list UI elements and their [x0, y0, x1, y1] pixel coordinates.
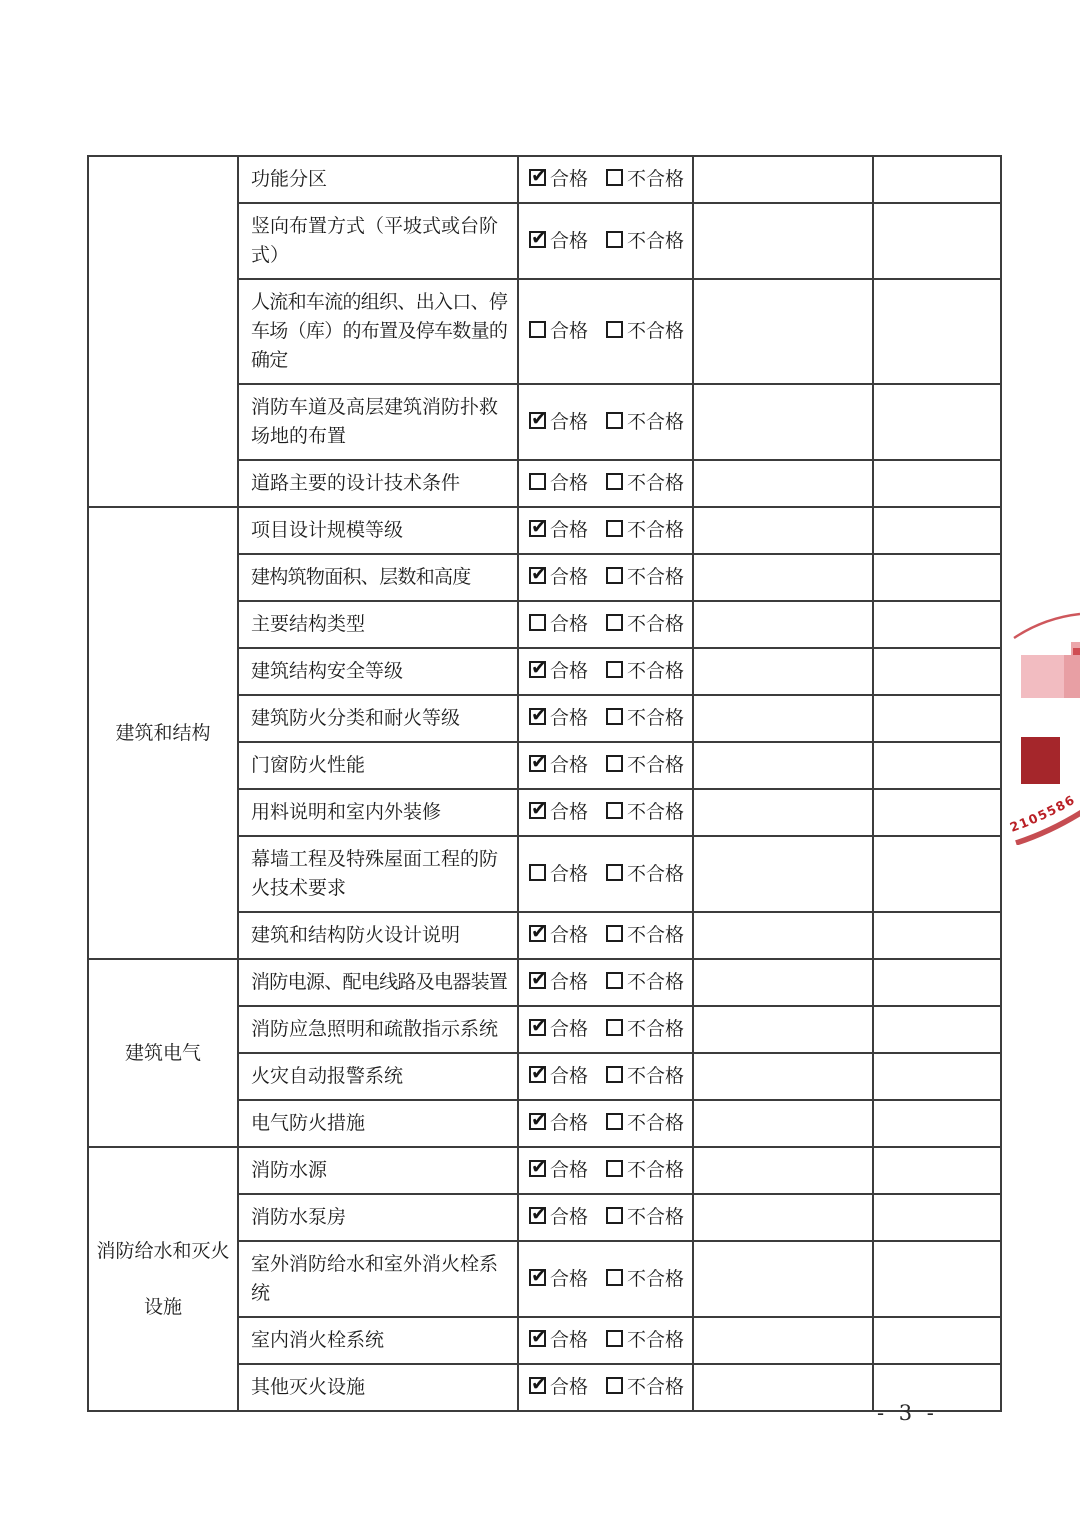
- fail-checkbox-icon: [606, 972, 623, 989]
- pass-label: 合格: [550, 1112, 589, 1134]
- fail-option: [606, 1015, 684, 1044]
- blank-cell-2: [873, 1147, 1001, 1194]
- pass-option: [529, 1265, 588, 1294]
- blank-cell-1: [693, 1364, 873, 1411]
- result-cell: [518, 1317, 693, 1364]
- pass-option: [529, 1203, 588, 1232]
- pass-checkbox-checked-icon: [529, 1377, 546, 1394]
- item-cell: 室内消火栓系统: [238, 1317, 518, 1364]
- result-cell: [518, 1006, 693, 1053]
- fail-checkbox-icon: [606, 614, 623, 631]
- item-cell: 幕墙工程及特殊屋面工程的防火技术要求: [238, 836, 518, 912]
- pass-label: 合格: [550, 168, 589, 190]
- result-cell: [518, 912, 693, 959]
- pass-option: [529, 1109, 588, 1138]
- pass-option: [529, 968, 588, 997]
- blank-cell-1: [693, 1317, 873, 1364]
- pass-checkbox-checked-icon: [529, 1160, 546, 1177]
- pass-option: [529, 1373, 588, 1402]
- pass-label: 合格: [550, 707, 589, 729]
- blank-cell-1: [693, 648, 873, 695]
- result-cell: [518, 601, 693, 648]
- pass-option: [529, 563, 588, 592]
- fail-label: 不合格: [627, 1329, 685, 1351]
- item-cell: 人流和车流的组织、出入口、停车场（库）的布置及停车数量的确定: [238, 279, 518, 384]
- pass-label: 合格: [550, 566, 589, 588]
- blank-cell-2: [873, 203, 1001, 279]
- blank-cell-1: [693, 554, 873, 601]
- category-cell: [88, 156, 238, 507]
- fail-checkbox-icon: [606, 661, 623, 678]
- fail-label: 不合格: [627, 862, 685, 885]
- blank-cell-1: [693, 836, 873, 912]
- fail-option: [606, 227, 684, 256]
- fail-label: 不合格: [627, 707, 685, 729]
- blank-cell-1: [693, 695, 873, 742]
- pass-option: [529, 798, 588, 827]
- fail-label: 不合格: [627, 472, 685, 494]
- category-cell: 建筑电气: [88, 959, 238, 1147]
- blank-cell-2: [873, 1053, 1001, 1100]
- fail-label: 不合格: [627, 1376, 685, 1398]
- pass-checkbox-checked-icon: [529, 567, 546, 584]
- fail-label: 不合格: [627, 1206, 685, 1228]
- blank-cell-1: [693, 742, 873, 789]
- seal-serial-number: 2105586: [1008, 791, 1079, 835]
- item-cell: 建筑和结构防火设计说明: [238, 912, 518, 959]
- result-cell: [518, 554, 693, 601]
- pass-label: 合格: [550, 660, 589, 682]
- fail-option: [606, 469, 684, 498]
- pass-checkbox-icon: [529, 473, 546, 490]
- fail-label: 不合格: [627, 801, 685, 823]
- result-cell: [518, 384, 693, 460]
- blank-cell-2: [873, 554, 1001, 601]
- blank-cell-1: [693, 460, 873, 507]
- blank-cell-1: [693, 912, 873, 959]
- result-cell: [518, 648, 693, 695]
- blank-cell-1: [693, 601, 873, 648]
- fail-label: 不合格: [627, 1159, 685, 1181]
- result-cell: [518, 279, 693, 384]
- result-cell: [518, 507, 693, 554]
- blank-cell-2: [873, 1317, 1001, 1364]
- pass-option: [529, 860, 588, 889]
- pass-option: [529, 227, 588, 256]
- pass-checkbox-icon: [529, 321, 546, 338]
- result-cell: [518, 1194, 693, 1241]
- blank-cell-2: [873, 1241, 1001, 1317]
- table-row: [88, 507, 1001, 554]
- pass-label: 合格: [550, 1018, 589, 1040]
- blank-cell-1: [693, 1100, 873, 1147]
- pass-option: [529, 516, 588, 545]
- fail-label: 不合格: [627, 320, 685, 342]
- fail-checkbox-icon: [606, 864, 623, 881]
- fail-checkbox-icon: [606, 567, 623, 584]
- item-cell: 竖向布置方式（平坡式或台阶式）: [238, 203, 518, 279]
- fail-label: 不合格: [627, 1267, 685, 1290]
- fail-label: 不合格: [627, 566, 685, 588]
- review-checklist-table: [87, 155, 1002, 1412]
- category-cell: 建筑和结构: [88, 507, 238, 959]
- fail-checkbox-icon: [606, 412, 623, 429]
- pass-option: [529, 1156, 588, 1185]
- fail-checkbox-icon: [606, 1113, 623, 1130]
- fail-label: 不合格: [627, 1065, 685, 1087]
- result-cell: [518, 460, 693, 507]
- item-cell: 主要结构类型: [238, 601, 518, 648]
- pass-checkbox-checked-icon: [529, 169, 546, 186]
- pass-option: [529, 1062, 588, 1091]
- fail-checkbox-icon: [606, 1160, 623, 1177]
- pass-checkbox-checked-icon: [529, 1066, 546, 1083]
- pass-checkbox-checked-icon: [529, 972, 546, 989]
- pass-option: [529, 704, 588, 733]
- pass-option: [529, 317, 588, 346]
- fail-label: 不合格: [627, 410, 685, 433]
- fail-option: [606, 1326, 684, 1355]
- pass-checkbox-checked-icon: [529, 231, 546, 248]
- blank-cell-2: [873, 959, 1001, 1006]
- pass-option: [529, 469, 588, 498]
- fail-option: [606, 704, 684, 733]
- result-cell: [518, 742, 693, 789]
- fail-label: 不合格: [627, 613, 685, 635]
- fail-checkbox-icon: [606, 1066, 623, 1083]
- item-cell: 消防车道及高层建筑消防扑救场地的布置: [238, 384, 518, 460]
- fail-option: [606, 1265, 684, 1294]
- blank-cell-1: [693, 203, 873, 279]
- result-cell: [518, 1241, 693, 1317]
- blank-cell-2: [873, 695, 1001, 742]
- item-cell: 消防水泵房: [238, 1194, 518, 1241]
- page-number: - 3 -: [877, 1401, 938, 1425]
- pass-label: 合格: [550, 1206, 589, 1228]
- pass-checkbox-checked-icon: [529, 708, 546, 725]
- seal-pixel-block-light: [1021, 655, 1080, 698]
- item-cell: 功能分区: [238, 156, 518, 203]
- pass-checkbox-checked-icon: [529, 755, 546, 772]
- blank-cell-2: [873, 742, 1001, 789]
- fail-label: 不合格: [627, 971, 685, 993]
- pass-option: [529, 1015, 588, 1044]
- seal-emblem-fragment: [1071, 642, 1080, 698]
- item-cell: 建筑结构安全等级: [238, 648, 518, 695]
- pass-label: 合格: [550, 410, 589, 433]
- result-cell: [518, 1147, 693, 1194]
- pass-label: 合格: [550, 1376, 589, 1398]
- fail-label: 不合格: [627, 660, 685, 682]
- pass-label: 合格: [550, 924, 589, 946]
- pass-label: 合格: [550, 613, 589, 635]
- fail-checkbox-icon: [606, 708, 623, 725]
- pass-option: [529, 165, 588, 194]
- item-cell: 消防电源、配电线路及电器装置: [238, 959, 518, 1006]
- table-row: [88, 959, 1001, 1006]
- pass-option: [529, 408, 588, 437]
- pass-checkbox-icon: [529, 864, 546, 881]
- fail-option: [606, 165, 684, 194]
- item-cell: 电气防火措施: [238, 1100, 518, 1147]
- item-cell: 消防应急照明和疏散指示系统: [238, 1006, 518, 1053]
- blank-cell-2: [873, 384, 1001, 460]
- pass-label: 合格: [550, 971, 589, 993]
- result-cell: [518, 1100, 693, 1147]
- fail-label: 不合格: [627, 1018, 685, 1040]
- blank-cell-1: [693, 1053, 873, 1100]
- result-cell: [518, 959, 693, 1006]
- fail-option: [606, 1156, 684, 1185]
- item-cell: 道路主要的设计技术条件: [238, 460, 518, 507]
- fail-checkbox-icon: [606, 169, 623, 186]
- fail-label: 不合格: [627, 924, 685, 946]
- item-cell: 火灾自动报警系统: [238, 1053, 518, 1100]
- blank-cell-2: [873, 1100, 1001, 1147]
- blank-cell-1: [693, 1147, 873, 1194]
- pass-checkbox-checked-icon: [529, 925, 546, 942]
- category-cell: 消防给水和灭火设施: [88, 1147, 238, 1411]
- pass-checkbox-checked-icon: [529, 412, 546, 429]
- pass-checkbox-checked-icon: [529, 1330, 546, 1347]
- blank-cell-2: [873, 156, 1001, 203]
- blank-cell-2: [873, 648, 1001, 695]
- seal-pixel-block-dark: [1021, 737, 1060, 784]
- fail-option: [606, 860, 684, 889]
- item-cell: 室外消防给水和室外消火栓系统: [238, 1241, 518, 1317]
- item-cell: 门窗防火性能: [238, 742, 518, 789]
- fail-option: [606, 1203, 684, 1232]
- fail-label: 不合格: [627, 168, 685, 190]
- pass-label: 合格: [550, 472, 589, 494]
- item-cell: 建构筑物面积、层数和高度: [238, 554, 518, 601]
- blank-cell-2: [873, 601, 1001, 648]
- pass-checkbox-icon: [529, 614, 546, 631]
- blank-cell-1: [693, 384, 873, 460]
- fail-checkbox-icon: [606, 755, 623, 772]
- blank-cell-2: [873, 507, 1001, 554]
- pass-checkbox-checked-icon: [529, 802, 546, 819]
- fail-label: 不合格: [627, 229, 685, 252]
- fail-checkbox-icon: [606, 1207, 623, 1224]
- fail-label: 不合格: [627, 519, 685, 541]
- result-cell: [518, 789, 693, 836]
- table-row: [88, 1147, 1001, 1194]
- pass-label: 合格: [550, 320, 589, 342]
- pass-label: 合格: [550, 1329, 589, 1351]
- fail-label: 不合格: [627, 1112, 685, 1134]
- blank-cell-1: [693, 156, 873, 203]
- fail-option: [606, 968, 684, 997]
- pass-label: 合格: [550, 754, 589, 776]
- blank-cell-2: [873, 279, 1001, 384]
- fail-checkbox-icon: [606, 925, 623, 942]
- seal-ring-top-arc: [1014, 614, 1080, 638]
- fail-option: [606, 516, 684, 545]
- pass-option: [529, 657, 588, 686]
- official-seal-partial: [1008, 610, 1080, 845]
- item-cell: 项目设计规模等级: [238, 507, 518, 554]
- pass-label: 合格: [550, 1065, 589, 1087]
- pass-label: 合格: [550, 801, 589, 823]
- fail-checkbox-icon: [606, 321, 623, 338]
- fail-option: [606, 1109, 684, 1138]
- fail-option: [606, 563, 684, 592]
- fail-option: [606, 921, 684, 950]
- result-cell: [518, 836, 693, 912]
- result-cell: [518, 695, 693, 742]
- fail-checkbox-icon: [606, 473, 623, 490]
- pass-checkbox-checked-icon: [529, 661, 546, 678]
- fail-option: [606, 657, 684, 686]
- pass-checkbox-checked-icon: [529, 1207, 546, 1224]
- pass-option: [529, 751, 588, 780]
- blank-cell-1: [693, 507, 873, 554]
- fail-option: [606, 751, 684, 780]
- fail-checkbox-icon: [606, 1269, 623, 1286]
- pass-label: 合格: [550, 1159, 589, 1181]
- blank-cell-2: [873, 1006, 1001, 1053]
- pass-checkbox-checked-icon: [529, 520, 546, 537]
- item-cell: 消防水源: [238, 1147, 518, 1194]
- item-cell: 建筑防火分类和耐火等级: [238, 695, 518, 742]
- pass-option: [529, 610, 588, 639]
- pass-label: 合格: [550, 1267, 589, 1290]
- pass-checkbox-checked-icon: [529, 1113, 546, 1130]
- fail-checkbox-icon: [606, 1330, 623, 1347]
- fail-checkbox-icon: [606, 520, 623, 537]
- blank-cell-1: [693, 1194, 873, 1241]
- result-cell: [518, 156, 693, 203]
- fail-option: [606, 1373, 684, 1402]
- fail-label: 不合格: [627, 754, 685, 776]
- fail-option: [606, 798, 684, 827]
- fail-option: [606, 1062, 684, 1091]
- blank-cell-1: [693, 279, 873, 384]
- pass-checkbox-checked-icon: [529, 1269, 546, 1286]
- blank-cell-1: [693, 959, 873, 1006]
- table-row: [88, 156, 1001, 203]
- blank-cell-1: [693, 1006, 873, 1053]
- fail-checkbox-icon: [606, 1019, 623, 1036]
- pass-checkbox-checked-icon: [529, 1019, 546, 1036]
- fail-option: [606, 610, 684, 639]
- blank-cell-2: [873, 460, 1001, 507]
- blank-cell-2: [873, 912, 1001, 959]
- pass-option: [529, 1326, 588, 1355]
- fail-option: [606, 408, 684, 437]
- item-cell: 用料说明和室内外装修: [238, 789, 518, 836]
- blank-cell-2: [873, 836, 1001, 912]
- blank-cell-2: [873, 1194, 1001, 1241]
- fail-checkbox-icon: [606, 231, 623, 248]
- result-cell: [518, 203, 693, 279]
- seal-ring-bottom-arc: [1016, 812, 1080, 843]
- result-cell: [518, 1364, 693, 1411]
- pass-label: 合格: [550, 519, 589, 541]
- blank-cell-2: [873, 789, 1001, 836]
- result-cell: [518, 1053, 693, 1100]
- blank-cell-1: [693, 1241, 873, 1317]
- pass-label: 合格: [550, 229, 589, 252]
- fail-option: [606, 317, 684, 346]
- pass-option: [529, 921, 588, 950]
- blank-cell-1: [693, 789, 873, 836]
- pass-label: 合格: [550, 862, 589, 885]
- fail-checkbox-icon: [606, 1377, 623, 1394]
- fail-checkbox-icon: [606, 802, 623, 819]
- item-cell: 其他灭火设施: [238, 1364, 518, 1411]
